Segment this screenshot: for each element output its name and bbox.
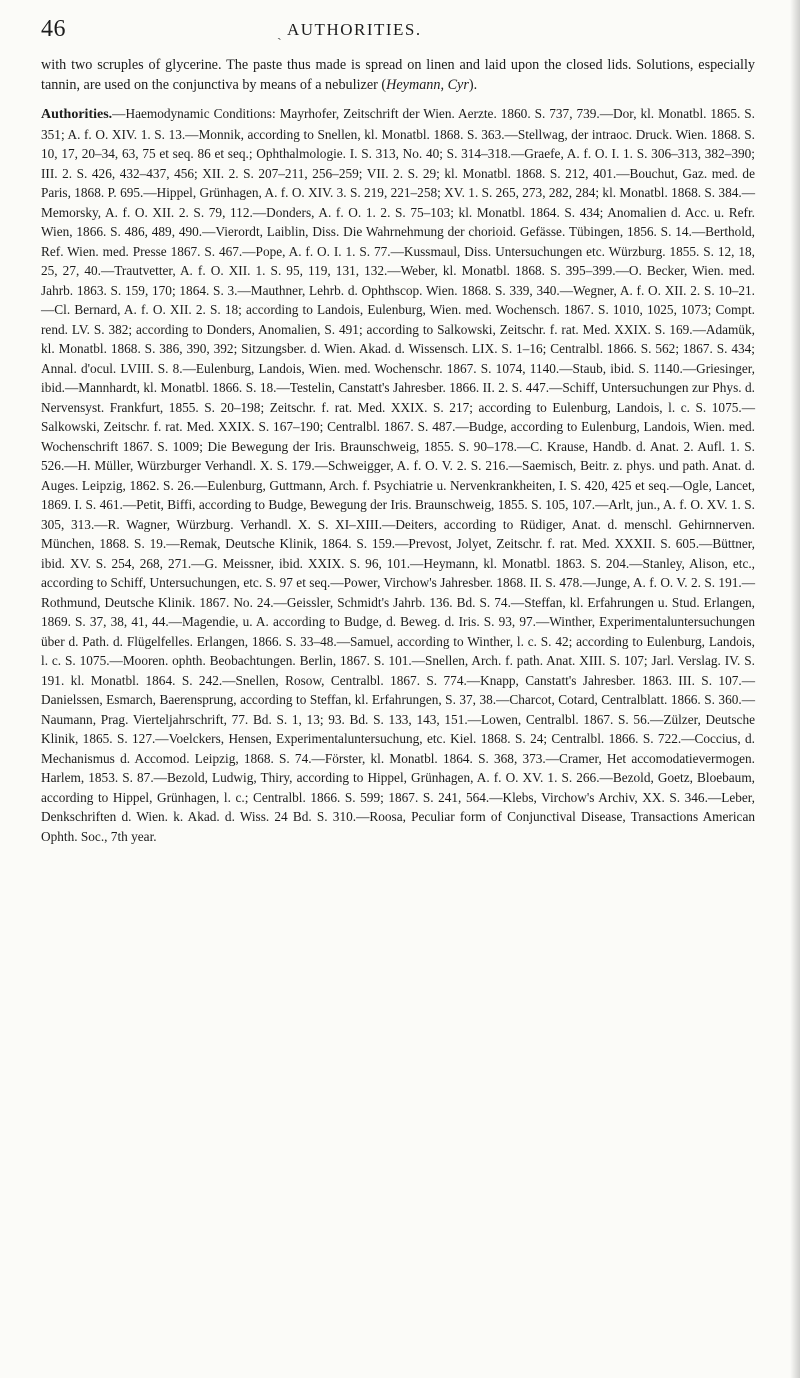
body-text [41, 56, 755, 846]
page-header [41, 16, 761, 48]
authorities-text: —Haemodynamic Conditions: Mayrhofer, Zeitschrift der Wien. Aerzte. 1860. S. 737, 739.—Dor, kl. Monatbl. 1865. S. 351; A. f. O. XIV. 1. S. 13.—Monnik, according to Snellen, kl. Monatbl. 1868. S. 363.—Stellwag, der intraoc. Druck. Wien. 1868. S. 10, 17, 20–34, 63, 75 et seq. 86 et seq.; Ophthalmologie. I. S. 313, No. 40; S. 314–318.—Graefe, A. f. O. I. 1. S. 306–313, 382–390; III. 2. S. 426, 432–437, 456; XII. 2. S. 207–211, 256–259; VII. 2. S. 29; kl. Monatbl. 1868. S. 212, 401.—Bouchut, Gaz. med. de Paris, 1868. P. 695.—Hippel, Grünhagen, A. f. O. XIV. 3. S. 219, 221–258; XV. 1. S. 265, 273, 282, 284; kl. Monatbl. 1868. S. 384.—Memorsky, A. f. O. XII. 2. S. 79, 112.—Donders, A. f. O. 1. 2. S. 75–103; kl. Monatbl. 1864. S. 434; Anomalien d. Acc. u. Refr. Wien, 1866. S. 486, 489, 490.—Vierordt, Laiblin, Diss. Die Wahrnehmung der chorioid. Gefässe. Tübingen, 1856. S. 14.—Berthold, Ref. Wien. med. Presse 1867. S. 467.—Pope, A. f. O. I. 1. S. 77.—Kussmaul, Diss. Untersuchungen etc. Würzburg. 1855. S. 12, 18, 25, 27, 40.—Trautvetter, A. f. O. XII. 1. S. 95, 119, 131, 132.—Weber, kl. Monatbl. 1868. S. 395–399.—O. Becker, Wien. med. Jahrb. 1863. S. 159, 170; 1864. S. 3.—Mauthner, Lehrb. d. Ophthscop. Wien. 1868. S. 339, 340.—Wegner, A. f. O. XII. 2. S. 10–21.—Cl. Bernard, A. f. O. XII. 2. S. 18; according to Landois, Eulenburg, Wien. med. Wochensch. 1867. S. 1010, 1025, 1073; Compt. rend. LV. S. 382; according to Donders, Anomalien, S. 491; according to Salkowski, Zeitschr. f. rat. Med. XXIX. S. 169.—Adamük, kl. Monatbl. 1868. S. 386, 390, 392; Sitzungsber. d. Wien. Akad. d. Wissensch. LIX. S. 1–16; Centralbl. 1866. S. 562; 1867. S. 434; Annal. d'ocul. LVIII. S. 8.—Eulenburg, Landois, Wien. med. Wochenschr. 1867. S. 1074, 1140.—Staub, ibid. S. 1140.—Griesinger, ibid.—Mannhardt, kl. Monatbl. 1866. S. 18.—Testelin, Canstatt's Jahresber. 1866. II. 2. S. 447.—Schiff, Untersuchungen zur Phys. d. Nervensyst. Frankfurt, 1855. S. 20–198; Zeitschr. f. rat. Med. XXIX. S. 217; according to Eulenburg, Landois, l. c. S. 1075.—Salkowski, Zeitschr. f. rat. Med. XXIX. S. 167–190; Centralbl. 1867. S. 487.—Budge, according to Eulenburg, Landois, Wien. med. Wochenschrift 1867. S. 1009; Die Bewegung der Iris. Braunschweig, 1855. S. 90–178.—C. Krause, Handb. d. Anat. 2. Aufl. 1. S. 526.—H. Müller, Würzburger Verhandl. X. S. 179.—Schweigger, A. f. O. V. 2. S. 216.—Saemisch, Beitr. z. phys. und path. Anat. d. Auges. Leipzig, 1862. S. 26.—Eulenburg, Guttmann, Arch. f. Psychiatrie u. Nervenkrankheiten, I. S. 420, 425 et seq.—Ogle, Lancet, 1869. I. S. 461.—Petit, Biffi, according to Budge, Bewegung der Iris. Braunschweig, 1855. S. 105, 107.—Arlt, jun., A. f. O. XV. 1. S. 305, 313.—R. Wagner, Würzburg. Verhandl. X. S. XI–XIII.—Deiters, according to Rüdiger, Anat. d. menschl. Gehirnnerven. München, 1868. S. 19.—Remak, Deutsche Klinik, 1864. S. 159.—Prevost, Jolyet, Zeitschr. f. rat. Med. XXXII. S. 605.—Büttner, ibid. XV. S. 254, 268, 271.—G. Meissner, ibid. XXIX. S. 96, 101.—Heymann, kl. Monatbl. 1863. S. 204.—Stanley, Alison, etc., according to Schiff, Untersuchungen, etc. S. 97 et seq.—Power, Virchow's Jahresber. 1868. II. S. 478.—Junge, A. f. O. V. 2. S. 191.—Rothmund, Deutsche Klinik. 1867. No. 24.—Geissler, Schmidt's Jahrb. 136. Bd. S. 74.—Steffan, kl. Erfahrungen u. Stud. Erlangen, 1869. S. 37, 38, 41, 44.—Magendie, u. A. according to Budge, d. Beweg. d. Iris. S. 93, 97.—Winther, Experimentaluntersuchungen über d. Path. d. Flügelfelles. Erlangen, 1866. S. 33–48.—Samuel, according to Winther, l. c. S. 42; according to Eulenburg, Landois, l. c. S. 1075.—Mooren. ophth. Beobachtungen. Berlin, 1867. S. 101.—Snellen, Arch. f. path. Anat. XIII. S. 107; Jarl. Verslag. IV. S. 191. kl. Monatbl. 1864. S. 242.—Snellen, Rosow, Centralbl. 1867. S. 774.—Knapp, Canstatt's Jahresber. 1863. III. S. 107.—Danielssen, Esmarch, Baerensprung, according to Steffan, kl. Erfahrungen, S. 37, 38.—Charcot, Cotard, Centralblatt. 1866. S. 360.—Naumann, Prag. Vierteljahrschrift, 77. Bd. S. 1, 13; 93. Bd. S. 133, 143, 151.—Lowen, Centralbl. 1867. S. 56.—Zülzer, Deutsche Klinik, 1865. S. 127.—Voelckers, Hensen, Experimentaluntersuchung, etc. Kiel. 1868. S. 24; Centralbl. 1866. S. 722.—Coccius, d. Mechanismus d. Accomod. Leipzig, 1868. S. 74.—Förster, kl. Monatbl. 1864. S. 368, 373.—Cramer, Het accomodatievermogen. Harlem, 1853. S. 87.—Bezold, Ludwig, Thiry, according to Hippel, Grünhagen, A. f. O. XV. 1. S. 266.—Bezold, Goetz, Bloebaum, according to Hippel, Grünhagen, l. c.; Centralbl. 1866. S. 599; 1867. S. 241, 564.—Klebs, Virchow's Archiv, XX. S. 346.—Leber, Denkschriften d. Wien. k. Akad. d. Wiss. 24 Bd. S. 310.—Roosa, Peculiar form of Conjunctival Disease, Transactions American Ophth. Soc., 7th year. [41, 106, 755, 844]
authorities-paragraph [41, 104, 755, 846]
intro-text-before: with two scruples of glycerine. The paste thus made is spread on linen and laid upon the closed lids. Solutions, especially tannin, are used on the conjunctiva by means of a nebulizer ( [41, 57, 755, 93]
intro-text-after: ). [468, 76, 478, 93]
page-edge-shadow [790, 0, 800, 1378]
running-head: ˏ AUTHORITIES. [287, 20, 422, 40]
intro-paragraph [41, 56, 755, 95]
intro-author: Heymann, Cyr [386, 76, 469, 93]
page-number: 46 [41, 16, 66, 42]
authorities-label: Authorities. [41, 107, 113, 122]
